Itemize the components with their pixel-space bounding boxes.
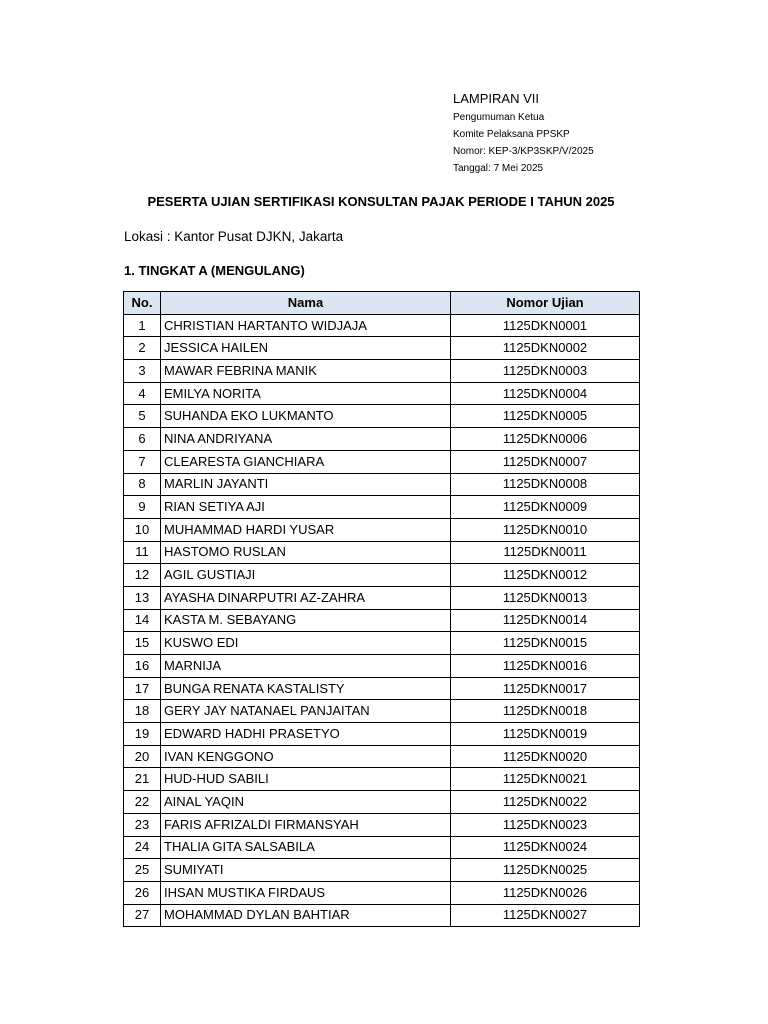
- row-number: 18: [124, 700, 161, 723]
- participant-name: AYASHA DINARPUTRI AZ-ZAHRA: [161, 586, 451, 609]
- exam-number: 1125DKN0003: [451, 360, 640, 383]
- row-number: 20: [124, 745, 161, 768]
- participant-name: AINAL YAQIN: [161, 791, 451, 814]
- participant-name: GERY JAY NATANAEL PANJAITAN: [161, 700, 451, 723]
- exam-location: Lokasi : Kantor Pusat DJKN, Jakarta: [124, 229, 344, 244]
- participant-name: KASTA M. SEBAYANG: [161, 609, 451, 632]
- exam-number: 1125DKN0005: [451, 405, 640, 428]
- participant-name: BUNGA RENATA KASTALISTY: [161, 677, 451, 700]
- exam-number: 1125DKN0012: [451, 564, 640, 587]
- table-row: [124, 541, 640, 564]
- attachment-label: LAMPIRAN VII: [453, 91, 539, 106]
- decree-number: Nomor: KEP-3/KP3SKP/V/2025: [453, 146, 594, 157]
- exam-number: 1125DKN0004: [451, 382, 640, 405]
- exam-number: 1125DKN0024: [451, 836, 640, 859]
- exam-number: 1125DKN0016: [451, 655, 640, 678]
- exam-number: 1125DKN0018: [451, 700, 640, 723]
- table-row: [124, 450, 640, 473]
- row-number: 10: [124, 518, 161, 541]
- announcement-line: Pengumuman Ketua: [453, 112, 545, 123]
- participant-name: MAWAR FEBRINA MANIK: [161, 360, 451, 383]
- participant-name: EDWARD HADHI PRASETYO: [161, 723, 451, 746]
- table-header-row: [124, 292, 640, 315]
- committee-line: Komite Pelaksana PPSKP: [453, 129, 570, 140]
- exam-number: 1125DKN0022: [451, 791, 640, 814]
- table-row: [124, 677, 640, 700]
- table-row: [124, 518, 640, 541]
- table-row: [124, 428, 640, 451]
- attachment-header: [453, 89, 753, 177]
- row-number: 21: [124, 768, 161, 791]
- table-row: [124, 768, 640, 791]
- column-header-name: Nama: [161, 292, 451, 315]
- table-row: [124, 314, 640, 337]
- participant-name: RIAN SETIYA AJI: [161, 496, 451, 519]
- table-row: [124, 632, 640, 655]
- row-number: 26: [124, 881, 161, 904]
- exam-number: 1125DKN0009: [451, 496, 640, 519]
- table-row: [124, 700, 640, 723]
- participant-name: MARNIJA: [161, 655, 451, 678]
- participant-name: CHRISTIAN HARTANTO WIDJAJA: [161, 314, 451, 337]
- row-number: 4: [124, 382, 161, 405]
- exam-number: 1125DKN0020: [451, 745, 640, 768]
- participant-name: THALIA GITA SALSABILA: [161, 836, 451, 859]
- row-number: 17: [124, 677, 161, 700]
- participant-name: CLEARESTA GIANCHIARA: [161, 450, 451, 473]
- table-row: [124, 360, 640, 383]
- participant-name: MOHAMMAD DYLAN BAHTIAR: [161, 904, 451, 927]
- exam-number: 1125DKN0010: [451, 518, 640, 541]
- participant-name: NINA ANDRIYANA: [161, 428, 451, 451]
- table-row: [124, 904, 640, 927]
- row-number: 13: [124, 586, 161, 609]
- participant-name: AGIL GUSTIAJI: [161, 564, 451, 587]
- table-row: [124, 813, 640, 836]
- participant-name: IVAN KENGGONO: [161, 745, 451, 768]
- table-row: [124, 586, 640, 609]
- participant-name: IHSAN MUSTIKA FIRDAUS: [161, 881, 451, 904]
- exam-number: 1125DKN0006: [451, 428, 640, 451]
- table-row: [124, 337, 640, 360]
- row-number: 1: [124, 314, 161, 337]
- row-number: 16: [124, 655, 161, 678]
- exam-number: 1125DKN0021: [451, 768, 640, 791]
- exam-number: 1125DKN0019: [451, 723, 640, 746]
- table-row: [124, 859, 640, 882]
- row-number: 3: [124, 360, 161, 383]
- exam-number: 1125DKN0007: [451, 450, 640, 473]
- table-row: [124, 405, 640, 428]
- row-number: 2: [124, 337, 161, 360]
- row-number: 25: [124, 859, 161, 882]
- table-row: [124, 382, 640, 405]
- section-heading: 1. TINGKAT A (MENGULANG): [124, 263, 305, 278]
- exam-number: 1125DKN0008: [451, 473, 640, 496]
- row-number: 22: [124, 791, 161, 814]
- exam-number: 1125DKN0013: [451, 586, 640, 609]
- participant-name: KUSWO EDI: [161, 632, 451, 655]
- row-number: 11: [124, 541, 161, 564]
- table-row: [124, 496, 640, 519]
- row-number: 8: [124, 473, 161, 496]
- row-number: 19: [124, 723, 161, 746]
- exam-number: 1125DKN0026: [451, 881, 640, 904]
- row-number: 27: [124, 904, 161, 927]
- participant-name: JESSICA HAILEN: [161, 337, 451, 360]
- table-row: [124, 836, 640, 859]
- exam-number: 1125DKN0023: [451, 813, 640, 836]
- participants-table: [123, 291, 640, 927]
- participant-name: MARLIN JAYANTI: [161, 473, 451, 496]
- exam-number: 1125DKN0027: [451, 904, 640, 927]
- row-number: 24: [124, 836, 161, 859]
- exam-number: 1125DKN0014: [451, 609, 640, 632]
- exam-number: 1125DKN0017: [451, 677, 640, 700]
- participant-name: HUD-HUD SABILI: [161, 768, 451, 791]
- participant-name: HASTOMO RUSLAN: [161, 541, 451, 564]
- column-header-no: No.: [124, 292, 161, 315]
- participant-name: FARIS AFRIZALDI FIRMANSYAH: [161, 813, 451, 836]
- row-number: 7: [124, 450, 161, 473]
- row-number: 14: [124, 609, 161, 632]
- decree-date: Tanggal: 7 Mei 2025: [453, 163, 544, 174]
- participant-name: MUHAMMAD HARDI YUSAR: [161, 518, 451, 541]
- table-body: [124, 314, 640, 927]
- participant-name: SUMIYATI: [161, 859, 451, 882]
- exam-number: 1125DKN0002: [451, 337, 640, 360]
- exam-number: 1125DKN0011: [451, 541, 640, 564]
- row-number: 5: [124, 405, 161, 428]
- table-row: [124, 723, 640, 746]
- row-number: 6: [124, 428, 161, 451]
- table-row: [124, 745, 640, 768]
- table-row: [124, 881, 640, 904]
- row-number: 12: [124, 564, 161, 587]
- exam-number: 1125DKN0001: [451, 314, 640, 337]
- row-number: 23: [124, 813, 161, 836]
- row-number: 15: [124, 632, 161, 655]
- exam-number: 1125DKN0025: [451, 859, 640, 882]
- table-row: [124, 609, 640, 632]
- table-row: [124, 791, 640, 814]
- exam-number: 1125DKN0015: [451, 632, 640, 655]
- table-row: [124, 473, 640, 496]
- participant-name: SUHANDA EKO LUKMANTO: [161, 405, 451, 428]
- column-header-exam-number: Nomor Ujian: [451, 292, 640, 315]
- table-row: [124, 655, 640, 678]
- participant-name: EMILYA NORITA: [161, 382, 451, 405]
- table-row: [124, 564, 640, 587]
- row-number: 9: [124, 496, 161, 519]
- document-title: PESERTA UJIAN SERTIFIKASI KONSULTAN PAJAK PERIODE I TAHUN 2025: [147, 194, 615, 209]
